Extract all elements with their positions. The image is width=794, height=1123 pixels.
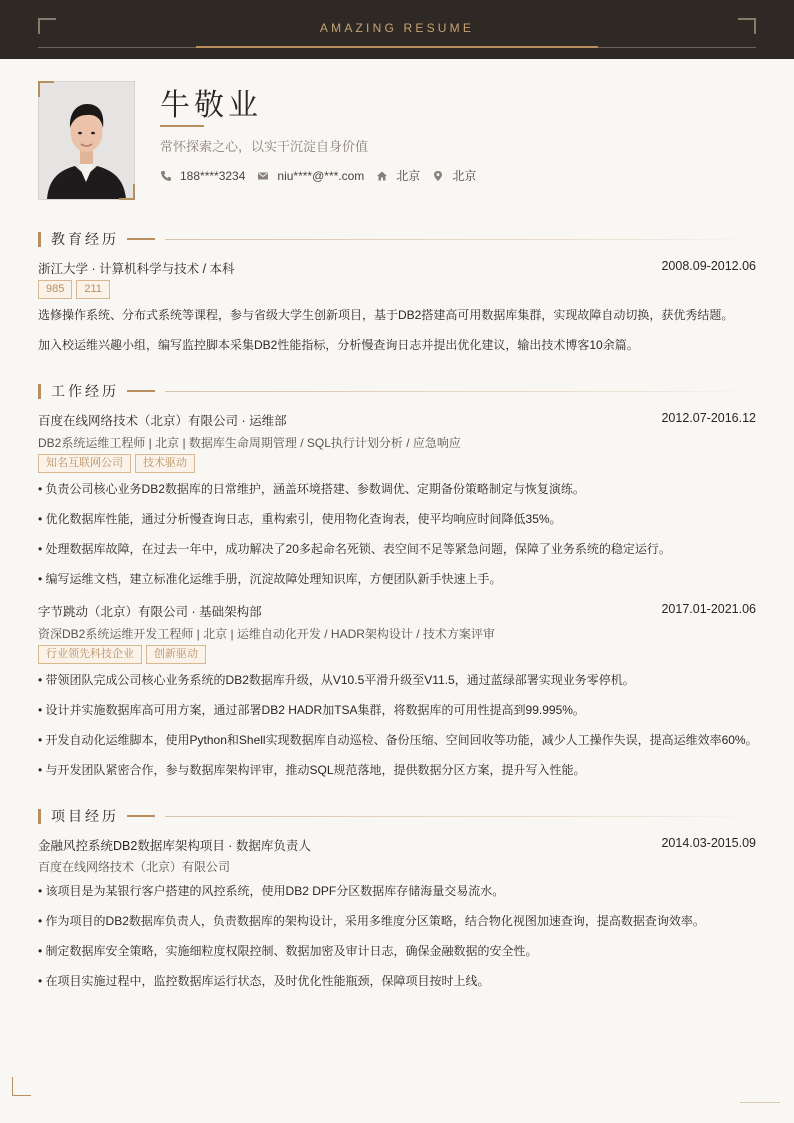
section-education-heading: [38, 231, 756, 247]
section-title: 项目经历: [51, 808, 119, 824]
education-row: [38, 259, 756, 277]
tag: 创新驱动: [146, 645, 206, 664]
section-marker: [38, 384, 41, 399]
photo-corner-ornament: [38, 81, 54, 97]
phone-text: 188****3234: [180, 168, 246, 183]
education-school: 浙江大学 · 计算机科学与技术 / 本科: [38, 262, 235, 276]
job-dates: 2012.07-2016.12: [661, 411, 756, 425]
contact-list: [160, 167, 488, 184]
job-bullet: • 优化数据库性能，通过分析慢查询日志，重构索引，使用物化查询表，使平均响应时间降低35%。: [38, 512, 562, 526]
job-bullet: • 处理数据库故障，在过去一年中，成功解决了20多起命名死锁、表空间不足等紧急问题，保障了业务系统的稳定运行。: [38, 542, 671, 556]
name-underline: [160, 125, 204, 127]
job-row: [38, 602, 756, 620]
education-tags: [38, 280, 114, 299]
home-icon: [376, 170, 388, 182]
project-org: 百度在线网络技术（北京）有限公司: [38, 860, 231, 874]
job-bullet: • 与开发团队紧密合作，参与数据库架构评审，推动SQL规范落地，提供数据分区方案，提升写入性能。: [38, 763, 586, 777]
section-rule: [165, 239, 756, 240]
project-name: 金融风控系统DB2数据库架构项目 · 数据库负责人: [38, 839, 311, 853]
job-company: 字节跳动（北京）有限公司 · 基础架构部: [38, 605, 262, 619]
person-portrait-icon: [39, 82, 134, 199]
project-bullet: • 作为项目的DB2数据库负责人，负责数据库的架构设计，采用多维度分区策略，结合物化视图加速查询，提高数据查询效率。: [38, 914, 705, 928]
tag: 行业领先科技企业: [38, 645, 142, 664]
contact-email: [257, 169, 364, 183]
section-title: 教育经历: [51, 231, 119, 247]
education-item: 选修操作系统、分布式系统等课程，参与省级大学生创新项目，基于DB2搭建高可用数据库集群，实现故障自动切换，获优秀结题。: [38, 308, 734, 322]
project-bullet: • 该项目是为某银行客户搭建的风控系统，使用DB2 DPF分区数据库存储海量交易流水。: [38, 884, 505, 898]
tag: 技术驱动: [135, 454, 195, 473]
location-text: 北京: [452, 169, 477, 183]
header-rule-accent: [196, 46, 598, 48]
project-dates: 2014.03-2015.09: [661, 836, 756, 850]
education-item: 加入校运维兴趣小组，编写监控脚本采集DB2性能指标，分析慢查询日志并提出优化建议，输出技术博客10余篇。: [38, 338, 639, 352]
email-text: niu****@***.com: [277, 168, 365, 183]
phone-icon: [160, 170, 172, 182]
section-rule-accent: [127, 238, 155, 240]
location-pin-icon: [432, 170, 444, 182]
section-projects-heading: [38, 808, 756, 824]
photo-corner-ornament: [119, 184, 135, 200]
contact-home: [376, 167, 420, 184]
section-rule: [165, 816, 756, 817]
education-dates: 2008.09-2012.06: [661, 259, 756, 273]
section-marker: [38, 809, 41, 824]
project-bullet: • 在项目实施过程中，监控数据库运行状态，及时优化性能瓶颈，保障项目按时上线。: [38, 974, 490, 988]
job-tags: [38, 454, 199, 473]
home-city-text: 北京: [396, 169, 421, 183]
section-rule-accent: [127, 815, 155, 817]
profile-photo: [38, 81, 135, 200]
job-bullet: • 带领团队完成公司核心业务系统的DB2数据库升级，从V10.5平滑升级至V11.5，通过蓝绿部署实现业务零停机。: [38, 673, 635, 687]
tag: 知名互联网公司: [38, 454, 131, 473]
contact-location: [432, 167, 476, 184]
footer-rule: [740, 1102, 780, 1103]
section-work-heading: [38, 383, 756, 399]
footer-corner-ornament: [12, 1077, 31, 1096]
job-dates: 2017.01-2021.06: [661, 602, 756, 616]
tagline: 常怀探索之心，以实干沉淀自身价值: [160, 139, 369, 154]
section-marker: [38, 232, 41, 247]
candidate-name: 牛敬业: [160, 88, 262, 123]
section-title: 工作经历: [51, 383, 119, 399]
job-role: 资深DB2系统运维开发工程师 | 北京 | 运维自动化开发 / HADR架构设计 / 技术方案评审: [38, 627, 495, 641]
mail-icon: [257, 170, 269, 182]
job-bullet: • 开发自动化运维脚本，使用Python和Shell实现数据库自动巡检、备份压缩、空间回收等功能，减少人工操作失误，提高运维效率60%。: [38, 733, 758, 747]
section-rule-accent: [127, 390, 155, 392]
section-rule: [165, 391, 756, 392]
job-row: [38, 411, 756, 429]
project-bullet: • 制定数据库安全策略，实施细粒度权限控制、数据加密及审计日志，确保金融数据的安全性。: [38, 944, 538, 958]
job-role: DB2系统运维工程师 | 北京 | 数据库生命周期管理 / SQL执行计划分析 / 应急响应: [38, 436, 461, 450]
tag: 211: [76, 280, 110, 299]
tag: 985: [38, 280, 72, 299]
contact-phone: [160, 169, 245, 183]
job-bullet: • 编写运维文档，建立标准化运维手册，沉淀故障处理知识库，方便团队新手快速上手。: [38, 572, 502, 586]
job-tags: [38, 645, 210, 664]
project-row: [38, 836, 756, 854]
header-bar: [0, 0, 794, 59]
job-bullet: • 负责公司核心业务DB2数据库的日常维护，涵盖环境搭建、参数调优、定期备份策略制定与恢复演练。: [38, 482, 585, 496]
job-company: 百度在线网络技术（北京）有限公司 · 运维部: [38, 414, 287, 428]
job-bullet: • 设计并实施数据库高可用方案，通过部署DB2 HADR加TSA集群，将数据库的可用性提高到99.995%。: [38, 703, 585, 717]
brand-title: AMAZING RESUME: [319, 21, 475, 35]
